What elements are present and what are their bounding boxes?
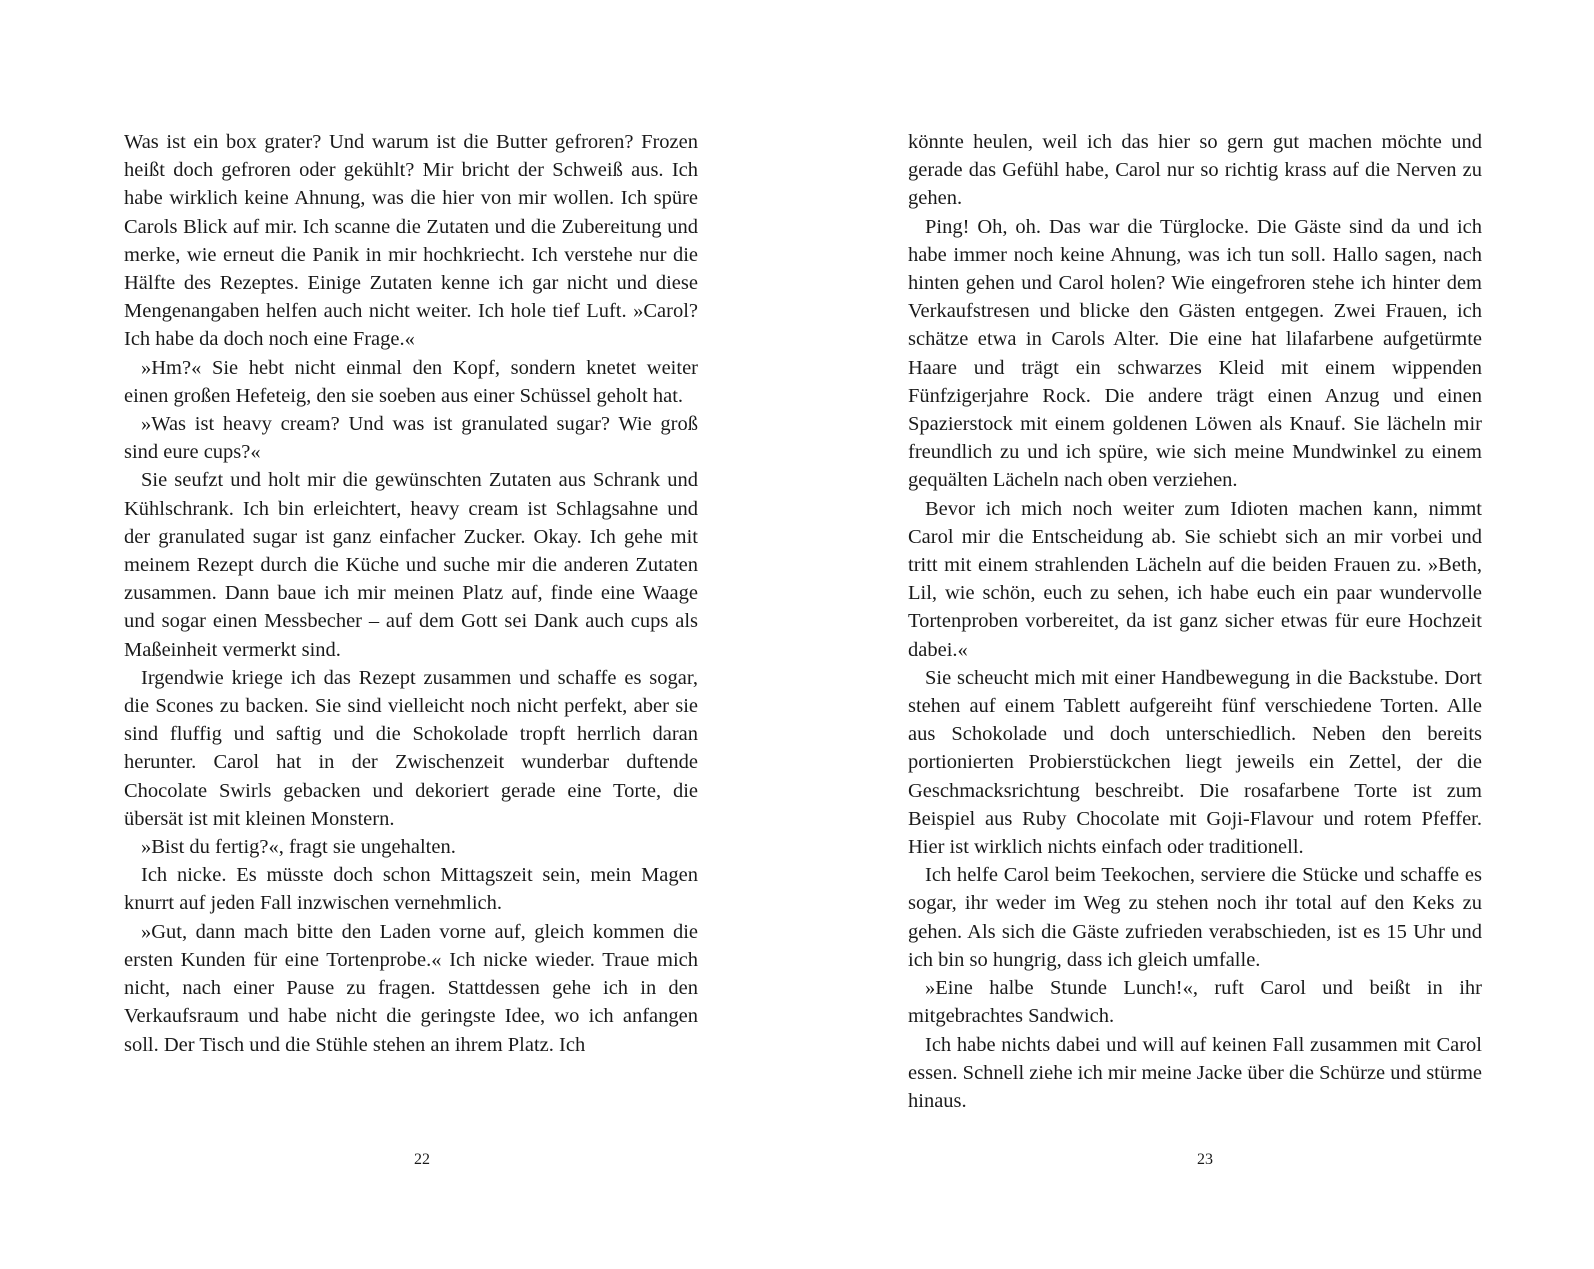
right-page (908, 128, 1482, 1115)
paragraph: Sie seufzt und holt mir die gewünschten Zutaten aus Schrank und Kühlschrank. Ich bin erleichtert, heavy cream ist Schlagsahne und der granulated sugar ist ganz einfacher Zucker. Okay. Ich gehe mit meinem Rezept durch die Küche und suche mir die anderen Zutaten zusammen. Dann baue ich mir meinen Platz auf, finde eine Waage und sogar einen Messbecher – auf dem Gott sei Dank auch cups als Maßeinheit vermerkt sind. (124, 469, 698, 661)
left-page-text (124, 128, 698, 1059)
paragraph: »Hm?« Sie hebt nicht einmal den Kopf, sondern knetet weiter einen großen Hefeteig, den sie soeben aus einer Schüssel geholt hat. (124, 356, 698, 407)
paragraph: könnte heulen, weil ich das hier so gern gut machen möchte und gerade das Gefühl habe, Carol nur so richtig krass auf die Nerven zu gehen. (908, 131, 1482, 210)
page-number-right: 23 (1197, 1151, 1213, 1168)
left-page (124, 128, 698, 1059)
paragraph: »Was ist heavy cream? Und was ist granulated sugar? Wie groß sind eure cups?« (124, 413, 698, 464)
paragraph: »Gut, dann mach bitte den Laden vorne auf, gleich kommen die ersten Kunden für eine Tortenprobe.« Ich nicke wieder. Traue mich nicht, nach einer Pause zu fragen. Stattdessen gehe ich in den Verkaufsraum und habe nicht die geringste Idee, wo ich anfangen soll. Der Tisch und die Stühle stehen an ihrem Platz. Ich (124, 920, 698, 1056)
paragraph: Ping! Oh, oh. Das war die Türglocke. Die Gäste sind da und ich habe immer noch keine Ahnung, was ich tun soll. Hallo sagen, nach hinten gehen und Carol holen? Wie eingefroren stehe ich hinter dem Verkaufstresen und blicke den Gästen entgegen. Zwei Frauen, ich schätze etwa in Carols Alter. Die eine hat lilafarbene aufgetürmte Haare und trägt ein schwarzes Kleid mit einem wippenden Fünfzigerjahre Rock. Die andere trägt einen Anzug und einen Spazierstock mit einem goldenen Löwen als Knauf. Sie lächeln mir freundlich zu und ich spüre, wie sich meine Mundwinkel zu einem gequälten Lächeln nach oben verziehen. (908, 215, 1482, 492)
paragraph: Irgendwie kriege ich das Rezept zusammen und schaffe es sogar, die Scones zu backen. Sie sind vielleicht noch nicht perfekt, aber sie sind fluffig und saftig und die Schokolade tropft herrlich daran herunter. Carol hat in der Zwischenzeit wunderbar duftende Chocolate Swirls gebacken und dekoriert gerade eine Torte, die übersät ist mit kleinen Monstern. (124, 666, 698, 830)
page-number-left: 22 (414, 1151, 430, 1168)
right-page-text (908, 128, 1482, 1115)
paragraph: Was ist ein box grater? Und warum ist die Butter gefroren? Frozen heißt doch gefroren oder gekühlt? Mir bricht der Schweiß aus. Ich habe wirklich keine Ahnung, was die hier von mir wollen. Ich spüre Carols Blick auf mir. Ich scanne die Zutaten und die Zubereitung und merke, wie erneut die Panik in mir hochkriecht. Ich verstehe nur die Hälfte des Rezeptes. Einige Zutaten kenne ich gar nicht und diese Mengenangaben helfen auch nicht weiter. Ich hole tief Luft. »Carol? Ich habe da doch noch eine Frage.« (124, 131, 698, 351)
paragraph: »Eine halbe Stunde Lunch!«, ruft Carol und beißt in ihr mitgebrachtes Sandwich. (908, 977, 1482, 1028)
paragraph: »Bist du fertig?«, fragt sie ungehalten. (141, 836, 456, 859)
paragraph: Ich nicke. Es müsste doch schon Mittagszeit sein, mein Magen knurrt auf jeden Fall inzwischen vernehmlich. (124, 864, 698, 915)
paragraph: Bevor ich mich noch weiter zum Idioten machen kann, nimmt Carol mir die Entscheidung ab. Sie schiebt sich an mir vorbei und tritt mit einem strahlenden Lächeln auf die beiden Frauen zu. »Beth, Lil, wie schön, euch zu sehen, ich habe euch ein paar wundervolle Tortenproben vorbereitet, da ist ganz sicher etwas für eure Hochzeit dabei.« (908, 497, 1482, 661)
paragraph: Sie scheucht mich mit einer Handbewegung in die Backstube. Dort stehen auf einem Tablett aufgereiht fünf verschiedene Torten. Alle aus Schokolade und doch unterschiedlich. Neben den bereits portionierten Probierstückchen liegt jeweils ein Zettel, der die Geschmacksrichtung beschreibt. Die rosafarbene Torte ist zum Beispiel aus Ruby Chocolate mit Goji-Flavour und rotem Pfeffer. Hier ist wirklich nichts einfach oder traditionell. (908, 666, 1482, 859)
paragraph: Ich habe nichts dabei und will auf keinen Fall zusammen mit Carol essen. Schnell ziehe ich mir meine Jacke über die Schürze und stürme hinaus. (908, 1033, 1482, 1112)
paragraph: Ich helfe Carol beim Teekochen, serviere die Stücke und schaffe es sogar, ihr weder im Weg zu stehen noch ihr total auf den Keks zu gehen. Als sich die Gäste zufrieden verabschieden, ist es 15 Uhr und ich bin so hungrig, dass ich gleich umfalle. (908, 864, 1482, 971)
